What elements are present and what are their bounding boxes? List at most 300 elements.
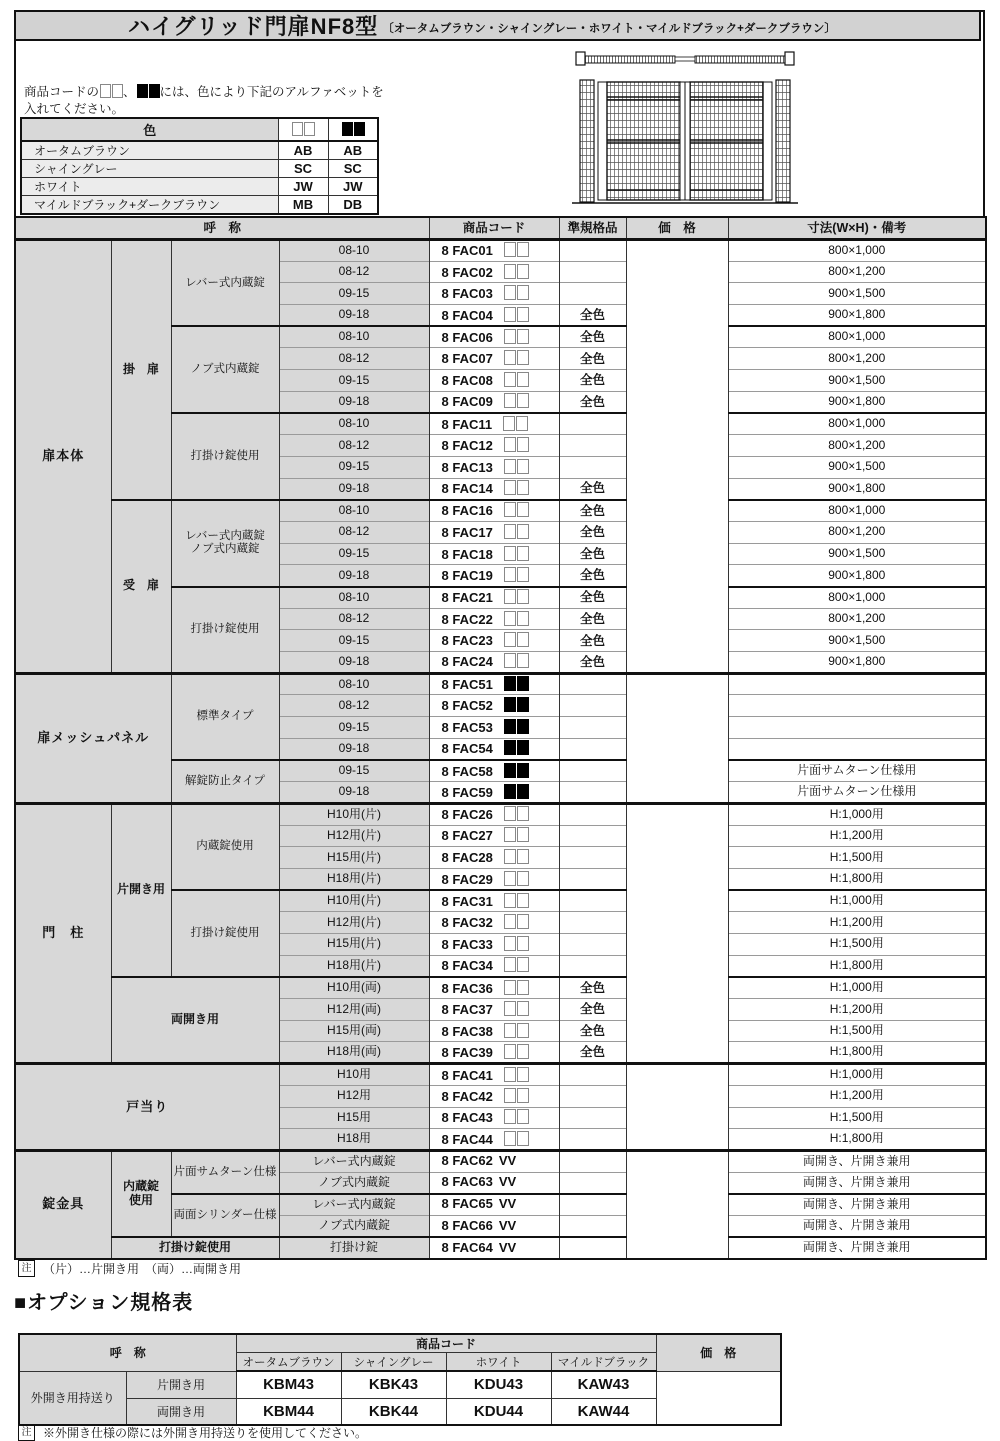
- spec-row: [15, 1237, 986, 1259]
- semi-standard-cell: 全色: [559, 305, 626, 327]
- product-code-cell: 8 FAC58: [429, 760, 559, 782]
- size-cell: 08-10: [279, 500, 429, 522]
- option-code-cell: KBK43: [341, 1371, 446, 1398]
- dimension-note-cell: [728, 717, 986, 739]
- size-cell: 08-12: [279, 521, 429, 543]
- semi-standard-cell: [559, 955, 626, 977]
- product-code-cell: 8 FAC59: [429, 782, 559, 804]
- dimension-note-cell: 800×1,200: [728, 608, 986, 630]
- dimension-note-cell: 片面サムターン仕様用: [728, 782, 986, 804]
- size-cell: 09-18: [279, 305, 429, 327]
- semi-standard-cell: [559, 847, 626, 869]
- subgroup-label-cell: 片面サムターン仕様: [171, 1150, 279, 1193]
- dimension-note-cell: 片面サムターン仕様用: [728, 760, 986, 782]
- open-color-boxes-icon: [503, 1002, 529, 1017]
- dimension-note-cell: 800×1,200: [728, 521, 986, 543]
- semi-standard-cell: [559, 717, 626, 739]
- size-cell: H12用(片): [279, 825, 429, 847]
- semi-standard-cell: [559, 1064, 626, 1086]
- subgroup-label-cell: 両面シリンダー仕様: [171, 1194, 279, 1237]
- color-table-header: 色: [21, 118, 278, 141]
- option-code-cell: KDU44: [446, 1398, 551, 1425]
- open-color-boxes-icon: [278, 118, 328, 141]
- dimension-note-cell: H:1,800用: [728, 955, 986, 977]
- size-cell: 09-18: [279, 652, 429, 674]
- open-color-boxes-icon: [503, 633, 529, 648]
- size-cell: H18用(片): [279, 955, 429, 977]
- open-color-boxes-icon: [503, 503, 529, 518]
- semi-standard-cell: 全色: [559, 608, 626, 630]
- size-cell: 09-18: [279, 738, 429, 760]
- product-code-cell: 8 FAC24: [429, 652, 559, 674]
- semi-standard-cell: [559, 1085, 626, 1107]
- filled-color-boxes-icon: [503, 698, 529, 713]
- section-label-cell: 扉メッシュパネル: [15, 673, 171, 803]
- dimension-note-cell: H:1,500用: [728, 847, 986, 869]
- semi-standard-cell: 全色: [559, 391, 626, 413]
- option-code-cell: KDU43: [446, 1371, 551, 1398]
- product-code-cell: 8 FAC04: [429, 305, 559, 327]
- product-code-cell: 8 FAC64 VV: [429, 1237, 559, 1259]
- semi-standard-cell: [559, 456, 626, 478]
- product-code-cell: 8 FAC26: [429, 803, 559, 825]
- size-cell: レバー式内蔵錠: [279, 1194, 429, 1216]
- size-cell: 08-12: [279, 348, 429, 370]
- vv-code-suffix: VV: [498, 1196, 517, 1212]
- size-cell: 09-18: [279, 782, 429, 804]
- product-code-cell: 8 FAC16: [429, 500, 559, 522]
- page-title: ハイグリッド門扉NF8型: [128, 14, 379, 39]
- open-color-boxes-icon: [503, 894, 529, 909]
- dimension-note-cell: 800×1,200: [728, 435, 986, 457]
- open-color-boxes-icon: [503, 460, 529, 475]
- open-color-boxes-icon: [503, 351, 529, 366]
- product-code-cell: 8 FAC65 VV: [429, 1194, 559, 1216]
- price-cell: [626, 803, 728, 1063]
- option-color-header: ホワイト: [446, 1353, 551, 1372]
- option-color-header: マイルドブラック: [551, 1353, 656, 1372]
- open-color-boxes-icon: [503, 850, 529, 865]
- open-color-boxes-icon: [503, 915, 529, 930]
- product-code-cell: 8 FAC34: [429, 955, 559, 977]
- dimension-note-cell: 両開き、片開き兼用: [728, 1215, 986, 1237]
- section-label-cell: 門 柱: [15, 803, 111, 1063]
- semi-standard-cell: 全色: [559, 478, 626, 500]
- semi-standard-cell: [559, 1129, 626, 1151]
- dimension-note-cell: 両開き、片開き兼用: [728, 1237, 986, 1259]
- spec-row: [15, 500, 986, 522]
- semi-standard-cell: [559, 760, 626, 782]
- dimension-note-cell: H:1,800用: [728, 1042, 986, 1064]
- dimension-note-cell: H:1,800用: [728, 868, 986, 890]
- subgroup-label-cell: 打掛け錠使用: [171, 413, 279, 500]
- semi-standard-cell: [559, 934, 626, 956]
- page-title-bar: [14, 10, 981, 41]
- option-code-cell: KAW44: [551, 1398, 656, 1425]
- dimension-note-cell: [728, 695, 986, 717]
- size-cell: H10用: [279, 1064, 429, 1086]
- option-row-label: 片開き用: [126, 1371, 236, 1398]
- dimension-note-cell: H:1,200用: [728, 1085, 986, 1107]
- semi-standard-cell: 全色: [559, 1042, 626, 1064]
- dimension-note-cell: 900×1,800: [728, 305, 986, 327]
- subgroup-label-cell: 内蔵錠使用: [171, 803, 279, 890]
- filled-color-boxes-icon: [503, 720, 529, 735]
- dimension-note-cell: 800×1,000: [728, 500, 986, 522]
- product-code-cell: 8 FAC01: [429, 240, 559, 262]
- open-color-boxes-icon: [503, 1110, 529, 1125]
- option-table: [18, 1333, 782, 1426]
- open-color-boxes-icon: [503, 807, 529, 822]
- open-color-boxes-icon: [503, 872, 529, 887]
- product-code-cell: 8 FAC17: [429, 521, 559, 543]
- group-label-cell: 打掛け錠使用: [111, 1237, 279, 1259]
- open-color-boxes-icon: [503, 438, 529, 453]
- dimension-note-cell: 800×1,000: [728, 413, 986, 435]
- spec-row: [15, 1064, 986, 1086]
- group-label-cell: 受 扉: [111, 500, 171, 674]
- size-cell: H18用: [279, 1129, 429, 1151]
- color-table-row: ホワイト JW JW: [21, 178, 378, 196]
- semi-standard-cell: [559, 283, 626, 305]
- semi-standard-cell: 全色: [559, 326, 626, 348]
- semi-standard-cell: 全色: [559, 565, 626, 587]
- product-code-cell: 8 FAC32: [429, 912, 559, 934]
- product-code-cell: 8 FAC13: [429, 456, 559, 478]
- intro-line-2: 入れてください。: [24, 102, 125, 116]
- gate-diagram: [570, 50, 800, 212]
- open-color-boxes-icon: [503, 568, 529, 583]
- option-header-code: 商品コード: [236, 1334, 656, 1353]
- section-label-cell: 戸当り: [15, 1064, 279, 1151]
- filled-color-boxes-icon: [503, 785, 529, 800]
- subgroup-label-cell: 解錠防止タイプ: [171, 760, 279, 803]
- page-title-colors: 〔オータムブラウン・シャイングレー・ホワイト・マイルドブラック+ダークブラウン〕: [382, 22, 836, 35]
- open-color-boxes-icon: [503, 1024, 529, 1039]
- color-code-table: [20, 117, 379, 215]
- size-cell: H10用(両): [279, 977, 429, 999]
- semi-standard-cell: [559, 413, 626, 435]
- header-size-note: 寸法(W×H)・備考: [728, 217, 986, 240]
- subgroup-label-cell: 標準タイプ: [171, 673, 279, 760]
- option-price-cell: [656, 1371, 781, 1425]
- size-cell: 08-10: [279, 673, 429, 695]
- group-label-cell: 内蔵錠 使用: [111, 1150, 171, 1237]
- semi-standard-cell: [559, 890, 626, 912]
- size-cell: 09-15: [279, 283, 429, 305]
- open-color-boxes-icon: [503, 1132, 529, 1147]
- group-label-cell: 両開き用: [111, 977, 279, 1064]
- open-color-boxes-icon: [503, 525, 529, 540]
- semi-standard-cell: [559, 782, 626, 804]
- open-color-boxes-icon: [503, 265, 529, 280]
- header-price: 価 格: [626, 217, 728, 240]
- vv-code-suffix: VV: [498, 1174, 517, 1190]
- group-label-cell: 片開き用: [111, 803, 171, 977]
- product-code-cell: 8 FAC03: [429, 283, 559, 305]
- size-cell: 09-18: [279, 565, 429, 587]
- size-cell: H15用(両): [279, 1020, 429, 1042]
- size-cell: 08-10: [279, 326, 429, 348]
- semi-standard-cell: [559, 1215, 626, 1237]
- vv-code-suffix: VV: [498, 1239, 517, 1255]
- filled-color-boxes-icon: [503, 677, 529, 692]
- product-code-cell: 8 FAC39: [429, 1042, 559, 1064]
- size-cell: 08-10: [279, 587, 429, 609]
- vv-code-suffix: VV: [498, 1153, 517, 1169]
- open-color-boxes-icon: [503, 243, 529, 258]
- dimension-note-cell: [728, 738, 986, 760]
- size-cell: H12用: [279, 1085, 429, 1107]
- size-cell: 打掛け錠: [279, 1237, 429, 1259]
- semi-standard-cell: 全色: [559, 652, 626, 674]
- semi-standard-cell: 全色: [559, 348, 626, 370]
- filled-color-boxes-icon: [503, 764, 529, 779]
- legend-note-text: （片）…片開き用 （両）…両開き用: [43, 1262, 242, 1276]
- size-cell: H15用(片): [279, 847, 429, 869]
- semi-standard-cell: [559, 435, 626, 457]
- dimension-note-cell: 900×1,800: [728, 652, 986, 674]
- subgroup-label-cell: レバー式内蔵錠: [171, 240, 279, 327]
- size-cell: 09-15: [279, 760, 429, 782]
- note-badge: 注: [18, 1424, 35, 1441]
- product-code-cell: 8 FAC28: [429, 847, 559, 869]
- dimension-note-cell: 800×1,000: [728, 587, 986, 609]
- open-color-boxes-icon: [503, 981, 529, 996]
- product-code-cell: 8 FAC36: [429, 977, 559, 999]
- intro-line-1: 商品コードの 、 には、色により下記のアルファベットを: [24, 85, 384, 99]
- open-color-boxes-icon: [503, 547, 529, 562]
- dimension-note-cell: H:1,000用: [728, 803, 986, 825]
- product-code-cell: 8 FAC44: [429, 1129, 559, 1151]
- product-code-cell: 8 FAC14: [429, 478, 559, 500]
- dimension-note-cell: H:1,500用: [728, 1020, 986, 1042]
- section-label-cell: 錠金具: [15, 1150, 111, 1258]
- semi-standard-cell: [559, 912, 626, 934]
- dimension-note-cell: H:1,000用: [728, 977, 986, 999]
- main-table-header-row: [15, 217, 986, 240]
- semi-standard-cell: [559, 825, 626, 847]
- section-label-cell: 扉本体: [15, 240, 111, 674]
- subgroup-label-cell: ノブ式内蔵錠: [171, 326, 279, 413]
- option-note: [18, 1424, 367, 1441]
- note-badge: 注: [18, 1260, 35, 1277]
- semi-standard-cell: 全色: [559, 999, 626, 1021]
- option-row-group: 外開き用持送り: [19, 1371, 126, 1425]
- product-code-cell: 8 FAC27: [429, 825, 559, 847]
- semi-standard-cell: 全色: [559, 370, 626, 392]
- product-code-cell: 8 FAC42: [429, 1085, 559, 1107]
- product-code-cell: 8 FAC11: [429, 413, 559, 435]
- option-row: [19, 1371, 781, 1398]
- semi-standard-cell: 全色: [559, 1020, 626, 1042]
- size-cell: 08-10: [279, 413, 429, 435]
- option-code-cell: KBM44: [236, 1398, 341, 1425]
- open-color-boxes-icon: [503, 958, 529, 973]
- semi-standard-cell: [559, 1150, 626, 1172]
- open-color-boxes-icon: [99, 85, 123, 99]
- header-semi-standard: 準規格品: [559, 217, 626, 240]
- spec-row: [15, 240, 986, 262]
- size-cell: 09-15: [279, 717, 429, 739]
- open-color-boxes-icon: [503, 654, 529, 669]
- spec-row: [15, 673, 986, 695]
- size-cell: 09-15: [279, 630, 429, 652]
- dimension-note-cell: 両開き、片開き兼用: [728, 1150, 986, 1172]
- dimension-note-cell: 両開き、片開き兼用: [728, 1194, 986, 1216]
- open-color-boxes-icon: [502, 417, 528, 432]
- product-code-cell: 8 FAC12: [429, 435, 559, 457]
- dimension-note-cell: 900×1,800: [728, 391, 986, 413]
- dimension-note-cell: H:1,200用: [728, 912, 986, 934]
- semi-standard-cell: [559, 803, 626, 825]
- size-cell: 08-12: [279, 261, 429, 283]
- size-cell: ノブ式内蔵錠: [279, 1172, 429, 1194]
- size-cell: ノブ式内蔵錠: [279, 1215, 429, 1237]
- product-code-cell: 8 FAC66 VV: [429, 1215, 559, 1237]
- spec-row: [15, 1150, 986, 1172]
- open-color-boxes-icon: [503, 590, 529, 605]
- option-code-cell: KBK44: [341, 1398, 446, 1425]
- semi-standard-cell: [559, 868, 626, 890]
- product-code-cell: 8 FAC52: [429, 695, 559, 717]
- size-cell: 09-18: [279, 478, 429, 500]
- dimension-note-cell: 800×1,200: [728, 261, 986, 283]
- product-code-cell: 8 FAC29: [429, 868, 559, 890]
- option-code-cell: KAW43: [551, 1371, 656, 1398]
- product-code-cell: 8 FAC37: [429, 999, 559, 1021]
- legend-note: [18, 1260, 241, 1277]
- dimension-note-cell: 800×1,000: [728, 240, 986, 262]
- size-cell: 09-15: [279, 456, 429, 478]
- dimension-note-cell: 900×1,500: [728, 456, 986, 478]
- open-color-boxes-icon: [503, 373, 529, 388]
- semi-standard-cell: 全色: [559, 543, 626, 565]
- product-code-cell: 8 FAC63 VV: [429, 1172, 559, 1194]
- open-color-boxes-icon: [503, 330, 529, 345]
- semi-standard-cell: [559, 1237, 626, 1259]
- size-cell: レバー式内蔵錠: [279, 1150, 429, 1172]
- dimension-note-cell: 900×1,800: [728, 565, 986, 587]
- dimension-note-cell: 900×1,800: [728, 478, 986, 500]
- semi-standard-cell: [559, 738, 626, 760]
- color-table-row: マイルドブラック+ダークブラウン MB DB: [21, 196, 378, 215]
- size-cell: 08-12: [279, 435, 429, 457]
- size-cell: 08-10: [279, 240, 429, 262]
- subgroup-label-cell: レバー式内蔵錠 ノブ式内蔵錠: [171, 500, 279, 587]
- product-code-cell: 8 FAC54: [429, 738, 559, 760]
- main-spec-table: [14, 216, 987, 1260]
- size-cell: 09-18: [279, 391, 429, 413]
- open-color-boxes-icon: [503, 1089, 529, 1104]
- product-code-cell: 8 FAC06: [429, 326, 559, 348]
- intro-note: [24, 84, 384, 118]
- price-cell: [626, 1064, 728, 1151]
- open-color-boxes-icon: [503, 286, 529, 301]
- subgroup-label-cell: 打掛け錠使用: [171, 890, 279, 977]
- subgroup-label-cell: 打掛け錠使用: [171, 587, 279, 674]
- dimension-note-cell: 800×1,000: [728, 326, 986, 348]
- filled-color-boxes-icon: [503, 741, 529, 756]
- semi-standard-cell: 全色: [559, 521, 626, 543]
- semi-standard-cell: [559, 1194, 626, 1216]
- semi-standard-cell: 全色: [559, 630, 626, 652]
- option-table-title: ■オプション規格表: [14, 1292, 194, 1314]
- header-product-code: 商品コード: [429, 217, 559, 240]
- product-code-cell: 8 FAC08: [429, 370, 559, 392]
- option-color-header: シャイングレー: [341, 1353, 446, 1372]
- dimension-note-cell: 両開き、片開き兼用: [728, 1172, 986, 1194]
- size-cell: H18用(両): [279, 1042, 429, 1064]
- product-code-cell: 8 FAC18: [429, 543, 559, 565]
- semi-standard-cell: [559, 1172, 626, 1194]
- open-color-boxes-icon: [503, 308, 529, 323]
- dimension-note-cell: 800×1,200: [728, 348, 986, 370]
- open-color-boxes-icon: [503, 1045, 529, 1060]
- dimension-note-cell: 900×1,500: [728, 630, 986, 652]
- product-code-cell: 8 FAC62 VV: [429, 1150, 559, 1172]
- open-color-boxes-icon: [503, 394, 529, 409]
- dimension-note-cell: 900×1,500: [728, 543, 986, 565]
- option-color-header: オータムブラウン: [236, 1353, 341, 1372]
- price-cell: [626, 1150, 728, 1258]
- size-cell: 09-15: [279, 543, 429, 565]
- product-code-cell: 8 FAC43: [429, 1107, 559, 1129]
- product-code-cell: 8 FAC02: [429, 261, 559, 283]
- product-code-cell: 8 FAC41: [429, 1064, 559, 1086]
- product-code-cell: 8 FAC51: [429, 673, 559, 695]
- dimension-note-cell: H:1,500用: [728, 934, 986, 956]
- dimension-note-cell: H:1,500用: [728, 1107, 986, 1129]
- vv-code-suffix: VV: [498, 1217, 517, 1233]
- size-cell: H12用(両): [279, 999, 429, 1021]
- dimension-note-cell: H:1,200用: [728, 999, 986, 1021]
- open-color-boxes-icon: [503, 937, 529, 952]
- product-code-cell: 8 FAC23: [429, 630, 559, 652]
- filled-color-boxes-icon: [328, 118, 378, 141]
- option-note-text: ※外開き仕様の際には外開き用持送りを使用してください。: [43, 1426, 368, 1440]
- option-header-price: 価 格: [656, 1334, 781, 1371]
- dimension-note-cell: 900×1,500: [728, 283, 986, 305]
- product-code-cell: 8 FAC22: [429, 608, 559, 630]
- size-cell: 08-12: [279, 608, 429, 630]
- semi-standard-cell: [559, 673, 626, 695]
- product-code-cell: 8 FAC33: [429, 934, 559, 956]
- size-cell: H10用(片): [279, 803, 429, 825]
- dimension-note-cell: H:1,000用: [728, 1064, 986, 1086]
- dimension-note-cell: 900×1,500: [728, 370, 986, 392]
- filled-color-boxes-icon: [136, 85, 160, 99]
- product-code-cell: 8 FAC53: [429, 717, 559, 739]
- option-code-cell: KBM43: [236, 1371, 341, 1398]
- semi-standard-cell: [559, 240, 626, 262]
- dimension-note-cell: H:1,000用: [728, 890, 986, 912]
- spec-row: [15, 803, 986, 825]
- semi-standard-cell: 全色: [559, 977, 626, 999]
- dimension-note-cell: H:1,200用: [728, 825, 986, 847]
- size-cell: H18用(片): [279, 868, 429, 890]
- option-header-name: 呼 称: [19, 1334, 236, 1371]
- dimension-note-cell: H:1,800用: [728, 1129, 986, 1151]
- color-table-row: シャイングレー SC SC: [21, 160, 378, 178]
- spec-row: [15, 977, 986, 999]
- open-color-boxes-icon: [503, 1068, 529, 1083]
- price-cell: [626, 673, 728, 803]
- size-cell: H15用: [279, 1107, 429, 1129]
- size-cell: H12用(片): [279, 912, 429, 934]
- color-table-row: オータムブラウン AB AB: [21, 141, 378, 160]
- open-color-boxes-icon: [503, 828, 529, 843]
